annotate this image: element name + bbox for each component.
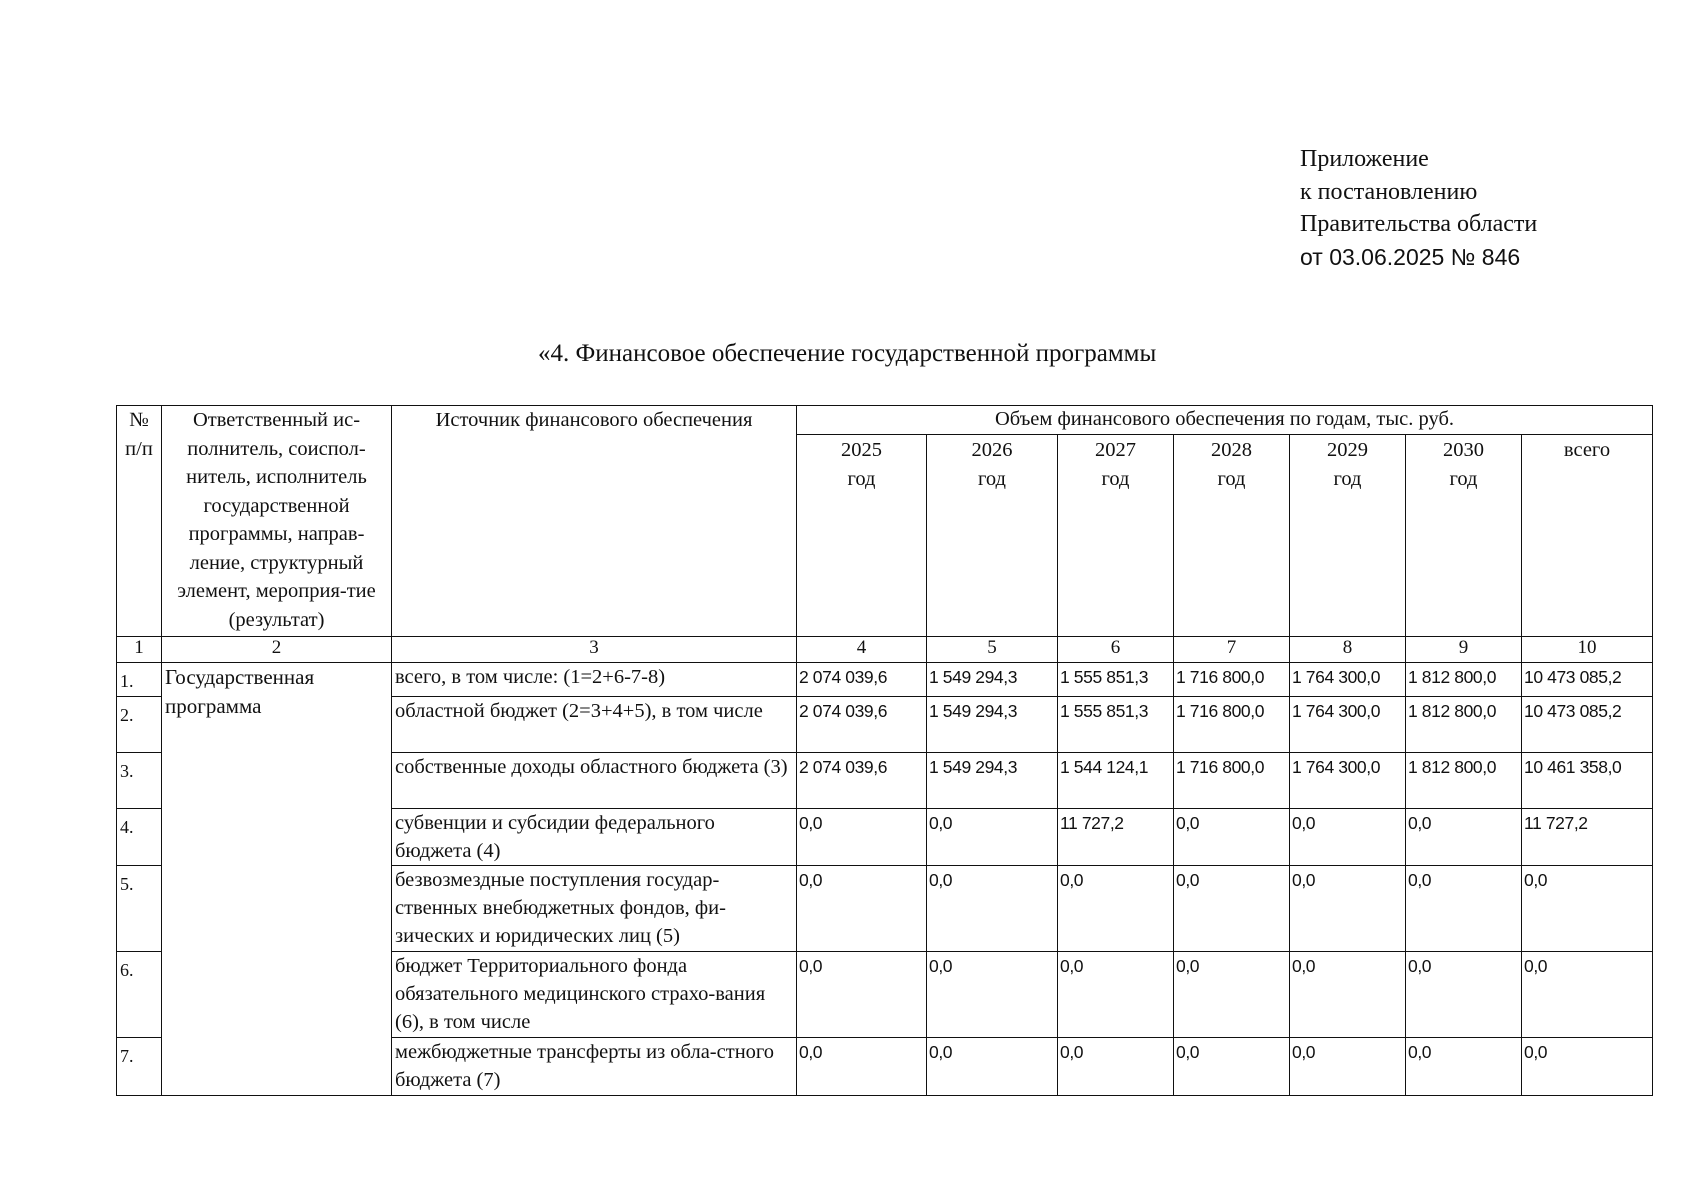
value-cell: 0,0 [1522,951,1653,1037]
value-cell: 11 727,2 [1522,808,1653,865]
financing-table [116,405,1653,1096]
value-cell: 1 812 800,0 [1406,696,1522,752]
header-year: 2027 год [1058,435,1174,637]
value-cell: 1 764 300,0 [1290,696,1406,752]
value-cell: 2 074 039,6 [797,696,927,752]
section-title-wrap [0,340,1410,368]
value-cell: 1 549 294,3 [927,752,1058,808]
header-year: 2025 год [797,435,927,637]
value-cell: 1 549 294,3 [927,696,1058,752]
value-cell: 0,0 [1290,808,1406,865]
value-cell: 0,0 [1290,865,1406,951]
column-number: 8 [1290,637,1406,663]
value-cell: 0,0 [797,1037,927,1095]
section-title: «4. Финансовое обеспечение государственной программы [538,340,1157,367]
header-year: 2029 год [1290,435,1406,637]
appendix-date: от 03.06.2025 № 846 [1300,243,1521,270]
value-cell: 0,0 [1058,951,1174,1037]
column-number: 9 [1406,637,1522,663]
value-cell: 1 549 294,3 [927,663,1058,697]
value-cell: 0,0 [797,808,927,865]
value-cell: 0,0 [1174,951,1290,1037]
source-cell: безвозмездные поступления государ-ственных внебюджетных фондов, фи-зических и юридических лиц (5) [392,865,797,951]
value-cell: 0,0 [797,865,927,951]
value-cell: 0,0 [1406,865,1522,951]
column-number: 6 [1058,637,1174,663]
value-cell: 1 555 851,3 [1058,696,1174,752]
value-cell: 10 473 085,2 [1522,663,1653,697]
header-source: Источник финансового обеспечения [392,406,797,637]
column-number: 5 [927,637,1058,663]
header-year: 2028 год [1174,435,1290,637]
value-cell: 0,0 [1406,1037,1522,1095]
value-cell: 1 716 800,0 [1174,663,1290,697]
column-number: 3 [392,637,797,663]
header-no: № п/п [117,406,162,637]
value-cell: 0,0 [1406,951,1522,1037]
column-number: 7 [1174,637,1290,663]
value-cell: 2 074 039,6 [797,663,927,697]
value-cell: 1 716 800,0 [1174,752,1290,808]
appendix-line: Правительства области [1300,211,1538,237]
row-number: 1. [117,663,162,697]
value-cell: 11 727,2 [1058,808,1174,865]
source-cell: собственные доходы областного бюджета (3) [392,752,797,808]
column-number: 2 [162,637,392,663]
appendix-block [1300,143,1537,273]
header-responsible: Ответственный ис-полнитель, соиспол-нитель, исполнитель государственной программы, направ-ление, структурный элемент, мероприя-тие (результат) [162,406,392,637]
source-cell: межбюджетные трансферты из обла-стного бюджета (7) [392,1037,797,1095]
column-number: 4 [797,637,927,663]
source-cell: всего, в том числе: (1=2+6-7-8) [392,663,797,697]
source-cell: субвенции и субсидии федерального бюджета (4) [392,808,797,865]
value-cell: 0,0 [1406,808,1522,865]
value-cell: 0,0 [797,951,927,1037]
value-cell: 1 716 800,0 [1174,696,1290,752]
value-cell: 0,0 [927,1037,1058,1095]
program-label: Государственная программа [162,663,392,1096]
row-number: 7. [117,1037,162,1095]
row-number: 4. [117,808,162,865]
value-cell: 0,0 [1522,865,1653,951]
header-year: 2026 год [927,435,1058,637]
value-cell: 1 555 851,3 [1058,663,1174,697]
appendix-line: к постановлению [1300,178,1478,205]
source-cell: бюджет Территориального фонда обязательного медицинского страхо-вания (6), в том числе [392,951,797,1037]
value-cell: 10 461 358,0 [1522,752,1653,808]
value-cell: 0,0 [927,865,1058,951]
value-cell: 10 473 085,2 [1522,696,1653,752]
header-year: всего [1522,435,1653,637]
value-cell: 0,0 [1522,1037,1653,1095]
table-row [117,663,1653,697]
value-cell: 0,0 [927,808,1058,865]
value-cell: 0,0 [1290,1037,1406,1095]
column-number: 1 [117,637,162,663]
header-year: 2030 год [1406,435,1522,637]
value-cell: 1 812 800,0 [1406,663,1522,697]
column-number: 10 [1522,637,1653,663]
row-number: 6. [117,951,162,1037]
value-cell: 1 764 300,0 [1290,752,1406,808]
value-cell: 0,0 [1174,865,1290,951]
value-cell: 1 812 800,0 [1406,752,1522,808]
value-cell: 0,0 [1174,808,1290,865]
appendix-line: Приложение [1300,146,1429,172]
value-cell: 1 544 124,1 [1058,752,1174,808]
value-cell: 0,0 [1058,865,1174,951]
value-cell: 0,0 [1174,1037,1290,1095]
value-cell: 0,0 [1058,1037,1174,1095]
row-number: 3. [117,752,162,808]
value-cell: 0,0 [1290,951,1406,1037]
row-number: 2. [117,696,162,752]
header-volume: Объем финансового обеспечения по годам, тыс. руб. [797,406,1653,435]
value-cell: 1 764 300,0 [1290,663,1406,697]
value-cell: 0,0 [927,951,1058,1037]
value-cell: 2 074 039,6 [797,752,927,808]
row-number: 5. [117,865,162,951]
source-cell: областной бюджет (2=3+4+5), в том числе [392,696,797,752]
